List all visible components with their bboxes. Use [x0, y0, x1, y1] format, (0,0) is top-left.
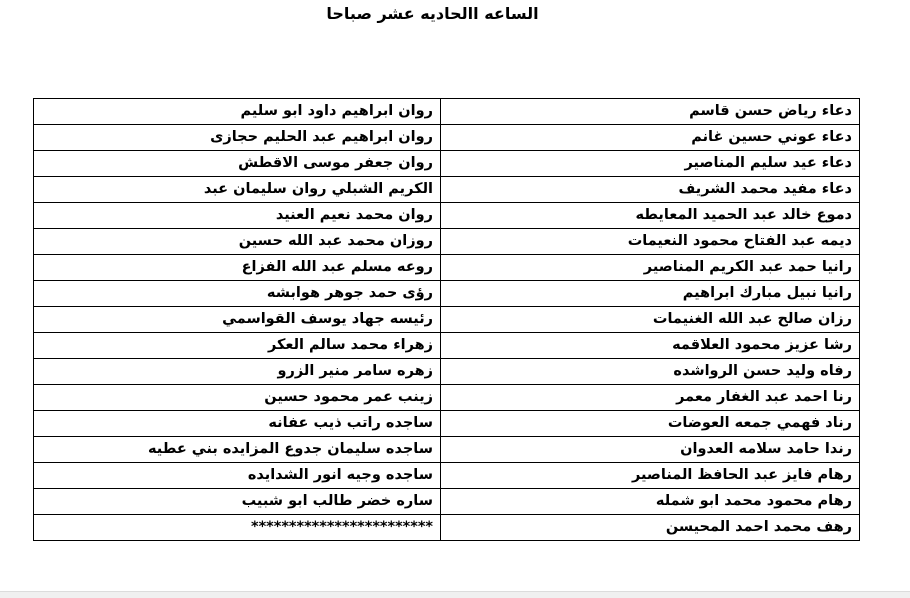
table-cell-name: دعاء مفيد محمد الشريف: [441, 177, 860, 203]
table-cell-name: رندا حامد سلامه العدوان: [441, 437, 860, 463]
table-row: [34, 99, 860, 125]
table-cell-name: رشا عزيز محمود العلاقمه: [441, 333, 860, 359]
table-cell-name: روان ابراهيم عبد الحليم حجازى: [34, 125, 441, 151]
table-row: [34, 229, 860, 255]
table-cell-name: رؤى حمد جوهر هوابشه: [34, 281, 441, 307]
table-cell-name: دموع خالد عبد الحميد المعايطه: [441, 203, 860, 229]
table-row: [34, 515, 860, 541]
table-cell-name: ساجده راتب ذيب عفانه: [34, 411, 441, 437]
table-cell-name: ساجده وجيه انور الشدايده: [34, 463, 441, 489]
table-row: [34, 411, 860, 437]
page-title: الساعه االحاديه عشر صباحا: [326, 4, 539, 23]
table-cell-name: رهف محمد احمد المحيسن: [441, 515, 860, 541]
table-cell-name: دعاء عوني حسين غانم: [441, 125, 860, 151]
table-row: [34, 255, 860, 281]
names-table: [33, 98, 860, 541]
table-row: [34, 437, 860, 463]
table-cell-name: زهره سامر منير الزرو: [34, 359, 441, 385]
table-cell-name: رهام محمود محمد ابو شمله: [441, 489, 860, 515]
table-cell-name: رهام فايز عبد الحافظ المناصير: [441, 463, 860, 489]
table-row: [34, 463, 860, 489]
table-cell-name: رزان صالح عبد الله الغنيمات: [441, 307, 860, 333]
table-row: [34, 489, 860, 515]
table-cell-name: ساره خضر طالب ابو شبيب: [34, 489, 441, 515]
table-cell-placeholder: ************************: [34, 515, 441, 541]
table-row: [34, 333, 860, 359]
table-row: [34, 151, 860, 177]
table-cell-name: ساجده سليمان جدوع المزايده بني عطيه: [34, 437, 441, 463]
table-cell-name: الكريم الشبلي روان سليمان عبد: [34, 177, 441, 203]
names-table-body: [34, 99, 860, 541]
table-row: [34, 359, 860, 385]
table-row: [34, 385, 860, 411]
table-cell-name: روان جعفر موسى الاقطش: [34, 151, 441, 177]
table-cell-name: روان محمد نعيم العنيد: [34, 203, 441, 229]
table-cell-name: زينب عمر محمود حسين: [34, 385, 441, 411]
table-cell-name: زهراء محمد سالم العكر: [34, 333, 441, 359]
table-cell-name: روان ابراهيم داود ابو سليم: [34, 99, 441, 125]
table-cell-name: رئيسه جهاد يوسف القواسمي: [34, 307, 441, 333]
table-cell-name: دعاء رياض حسن قاسم: [441, 99, 860, 125]
table-row: [34, 125, 860, 151]
table-row: [34, 177, 860, 203]
table-cell-name: رانيا حمد عبد الكريم المناصير: [441, 255, 860, 281]
table-cell-name: دعاء عيد سليم المناصير: [441, 151, 860, 177]
table-cell-name: رنا احمد عبد الغفار معمر: [441, 385, 860, 411]
table-cell-name: رانيا نبيل مبارك ابراهيم: [441, 281, 860, 307]
table-cell-name: رفاه وليد حسن الرواشده: [441, 359, 860, 385]
table-row: [34, 203, 860, 229]
table-row: [34, 281, 860, 307]
table-cell-name: ديمه عبد الفتاح محمود النعيمات: [441, 229, 860, 255]
table-cell-name: روزان محمد عبد الله حسين: [34, 229, 441, 255]
table-cell-name: روعه مسلم عبد الله الفزاع: [34, 255, 441, 281]
table-row: [34, 307, 860, 333]
table-cell-name: رناد فهمي جمعه العوضات: [441, 411, 860, 437]
